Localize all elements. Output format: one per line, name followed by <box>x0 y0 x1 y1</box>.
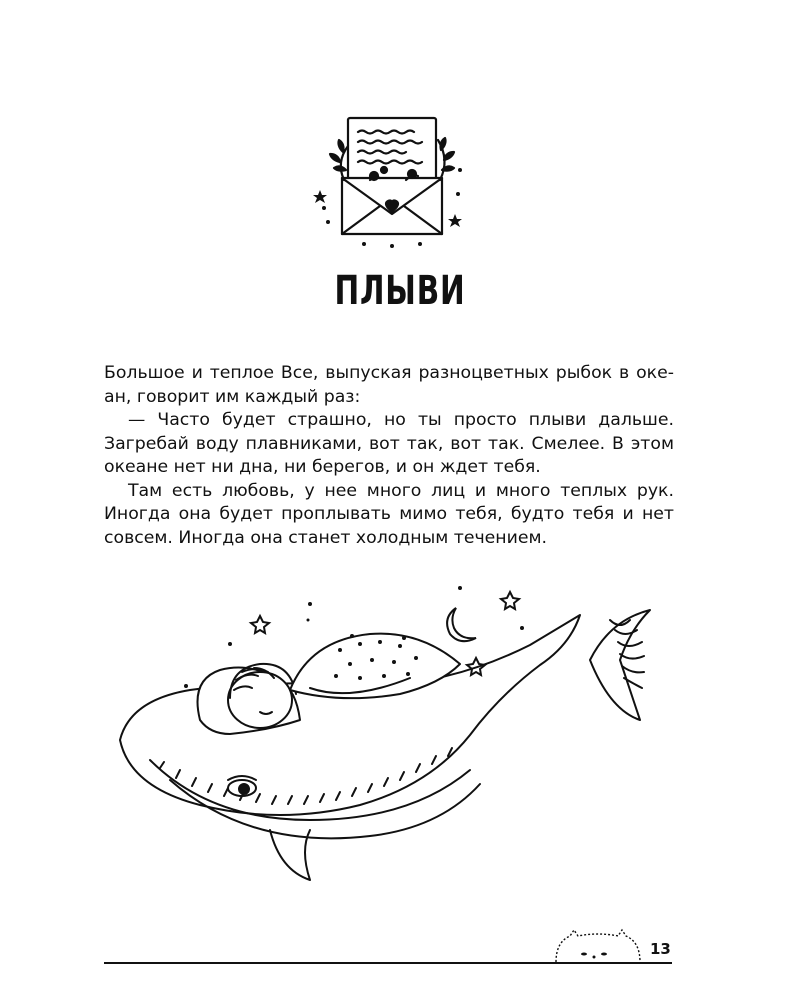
whale-girl-illustration <box>110 580 670 900</box>
envelope-letter-illustration <box>310 110 470 250</box>
chapter-title: ПЛЫВИ <box>334 268 466 314</box>
sleeping-cat-icon <box>548 928 644 964</box>
paragraph-3: Там есть любовь, у нее много лиц и много теплых рук. Иногда она будет проплывать мимо тебя, будто тебя и нет совсем. Иногда она станет холодным течением. <box>104 480 674 548</box>
body-text <box>104 362 674 550</box>
page-number: 13 <box>650 940 671 958</box>
footer-rule <box>104 962 672 964</box>
paragraph-1: Большое и теплое Все, выпуская разноцветных рыбок в океан, говорит им каждый раз: <box>104 363 674 407</box>
paragraph-2: — Часто будет страшно, но ты просто плыви дальше. Загребай воду плавниками, вот так, вот так. Смелее. В этом океане нет ни дна, ни берегов, и он ждет тебя. <box>104 410 674 477</box>
